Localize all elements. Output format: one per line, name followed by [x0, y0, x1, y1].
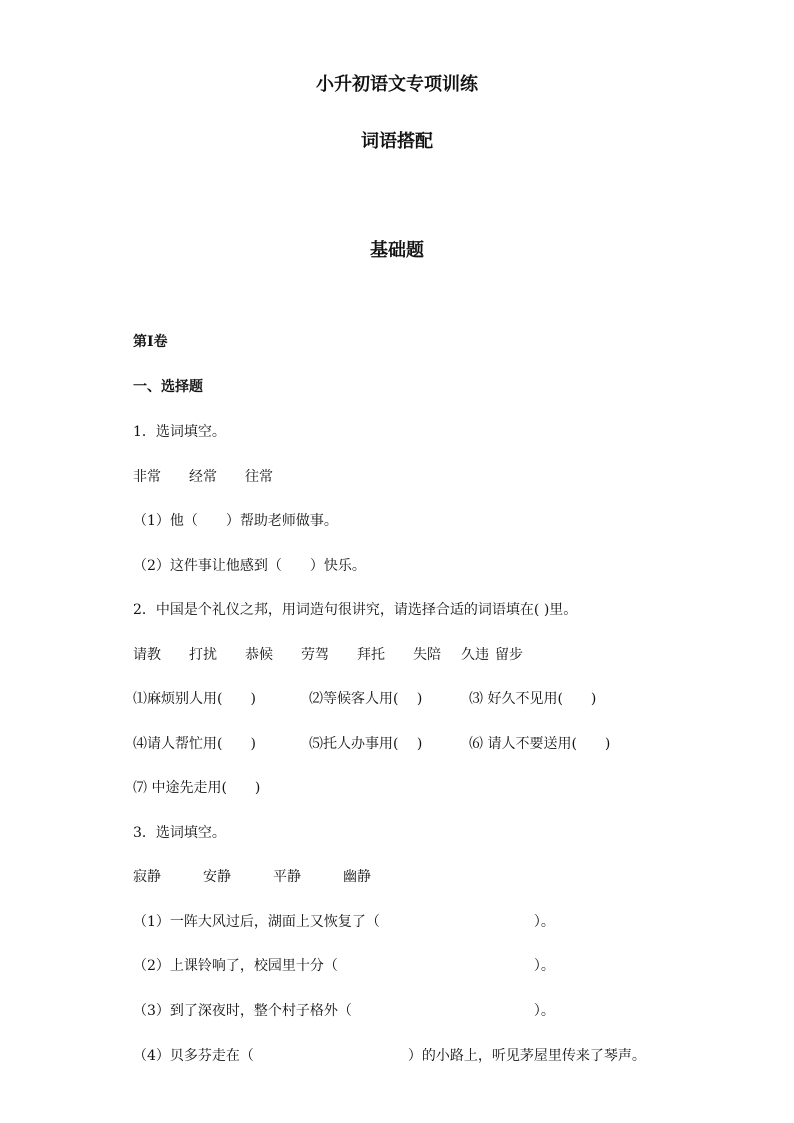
q1-word: 经常	[189, 469, 217, 485]
q2-item: ⑹ 请人不要送用( )	[469, 736, 611, 752]
q2-item: ⑷请人帮忙用( )	[133, 736, 256, 752]
q2-items-row	[133, 688, 596, 708]
q2-word: 请教	[133, 647, 161, 663]
q3-word: 寂静	[133, 869, 161, 885]
q2-word: 恭候	[245, 647, 273, 663]
document-title: 小升初语文专项训练	[316, 74, 478, 95]
q3-word: 幽静	[343, 869, 371, 885]
q2-word: 失陪	[413, 647, 441, 663]
q2-items-row	[133, 733, 610, 753]
q2-item: ⑺ 中途先走用( )	[133, 780, 261, 796]
q2-word: 拜托	[357, 647, 385, 663]
q1-word: 非常	[133, 469, 161, 485]
q2-stem: 2．中国是个礼仪之邦，用词造句很讲究，请选择合适的词语填在( )里。	[133, 602, 578, 618]
q2-word: 留步	[495, 647, 523, 663]
q3-item: （2）上课铃响了，校园里十分（ ）。	[133, 958, 555, 974]
q3-word-bank	[133, 866, 371, 886]
q1-word: 往常	[245, 469, 273, 485]
q3-word: 平静	[273, 869, 301, 885]
q3-stem: 3．选词填空。	[133, 825, 226, 841]
q3-item: （4）贝多芬走在（ ）的小路上，听见茅屋里传来了琴声。	[133, 1048, 646, 1064]
difficulty-heading: 基础题	[370, 240, 424, 261]
q2-word-bank	[133, 644, 523, 664]
q3-item: （1）一阵大风过后，湖面上又恢复了（ ）。	[133, 914, 555, 930]
q2-word: 久违	[461, 647, 489, 663]
q2-item: ⑶ 好久不见用( )	[469, 691, 597, 707]
document-subtitle: 词语搭配	[361, 131, 433, 152]
q2-item: ⑴麻烦别人用( )	[133, 691, 256, 707]
q1-item: （2）这件事让他感到（ ）快乐。	[133, 558, 366, 574]
volume-label: 第I卷	[133, 334, 168, 350]
q2-word: 劳驾	[301, 647, 329, 663]
q2-item: ⑵等候客人用( )	[309, 691, 423, 707]
q1-item: （1）他（ ）帮助老师做事。	[133, 513, 338, 529]
q3-item: （3）到了深夜时，整个村子格外（ ）。	[133, 1003, 555, 1019]
section-heading: 一、选择题	[133, 379, 203, 395]
q3-word: 安静	[203, 869, 231, 885]
q1-stem: 1．选词填空。	[133, 424, 226, 440]
q1-word-bank	[133, 466, 273, 486]
q2-word: 打扰	[189, 647, 217, 663]
q2-item: ⑸托人办事用( )	[309, 736, 423, 752]
